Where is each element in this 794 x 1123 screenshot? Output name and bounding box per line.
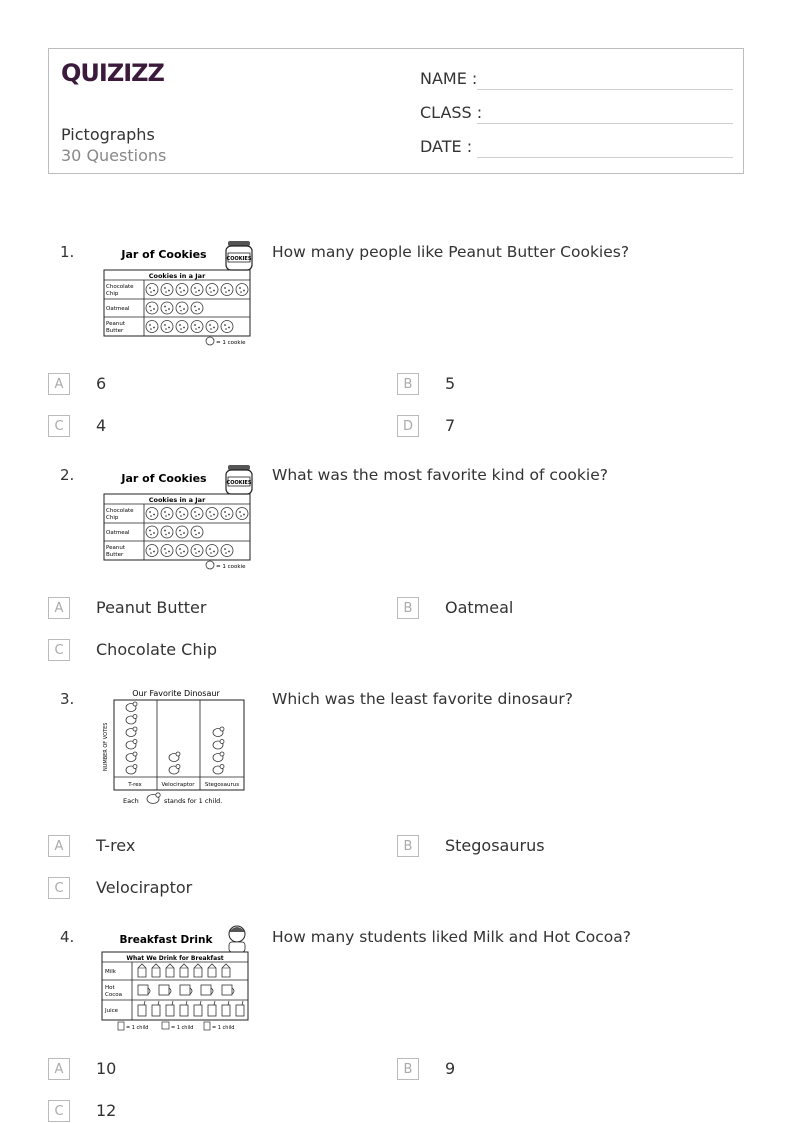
- cookie-pictograph: [96, 462, 256, 576]
- cookie-icon: [161, 284, 173, 296]
- option-c-text[interactable]: 12: [96, 1101, 117, 1120]
- option-c-box[interactable]: C: [48, 415, 70, 437]
- option-b-box[interactable]: B: [397, 1058, 419, 1080]
- question-count: 30 Questions: [61, 146, 167, 165]
- row-label: Juice: [105, 1008, 119, 1014]
- juice-box-icon: [194, 1001, 202, 1016]
- dinosaur-icon: [213, 727, 224, 737]
- question-number: 1.: [60, 243, 75, 261]
- option-a-text[interactable]: 10: [96, 1059, 117, 1078]
- option-c-box[interactable]: C: [48, 1100, 70, 1122]
- option-c-box[interactable]: C: [48, 639, 70, 661]
- dinosaur-icon: [126, 727, 137, 737]
- row-label: Milk: [105, 969, 116, 975]
- pictograph-title: Breakfast Drink: [119, 934, 213, 946]
- breakfast-pictograph-svg: [96, 922, 256, 1034]
- row-label: Chocolate: [106, 284, 134, 290]
- row-label: Butter: [106, 328, 124, 334]
- key-text: stands for 1 child.: [164, 797, 223, 805]
- option-b-text[interactable]: 9: [445, 1059, 456, 1078]
- question-text: How many students liked Milk and Hot Cocoa?: [272, 928, 632, 946]
- pictograph-title: Jar of Cookies: [121, 472, 207, 485]
- cookie-icon: [191, 284, 203, 296]
- option-c-box[interactable]: C: [48, 877, 70, 899]
- quizizz-logo: QUIZIZZ: [61, 59, 164, 87]
- juice-box-icon: [152, 1001, 160, 1016]
- option-d-text[interactable]: 7: [445, 416, 456, 435]
- class-label: CLASS :: [420, 103, 483, 122]
- y-axis-label: NUMBER OF VOTES: [103, 722, 109, 771]
- cookie-icon: [146, 302, 158, 314]
- key-text: = 1 cookie: [216, 564, 246, 570]
- pictograph-title: Jar of Cookies: [121, 248, 207, 261]
- juice-box-icon: [222, 1001, 230, 1016]
- key-text: = 1 cookie: [216, 340, 246, 346]
- milk-carton-icon: [208, 964, 216, 977]
- juice-box-icon: [208, 1001, 216, 1016]
- cookie-icon: [146, 321, 158, 333]
- dinosaur-pictograph-svg: [96, 685, 248, 810]
- cookie-pictograph-svg: [96, 462, 256, 572]
- row-label: Chip: [106, 291, 119, 297]
- cocoa-mug-icon: [138, 985, 150, 995]
- cookie-pictograph-svg: [96, 238, 256, 348]
- name-line[interactable]: [477, 89, 733, 90]
- cookie-icon: [176, 284, 188, 296]
- row-label: Butter: [106, 552, 124, 558]
- kid-mascot-icon: [229, 926, 245, 952]
- juice-box-icon: [166, 1001, 174, 1016]
- option-c-text[interactable]: Velociraptor: [96, 878, 193, 897]
- row-label: Oatmeal: [106, 306, 130, 312]
- key-text: Each: [123, 797, 139, 805]
- dinosaur-icon: [169, 752, 180, 762]
- cookie-icon: [161, 321, 173, 333]
- key-text: = 1 child: [126, 1025, 149, 1031]
- row-label: Chocolate: [106, 508, 134, 514]
- option-a-box[interactable]: A: [48, 373, 70, 395]
- key-text: = 1 child: [212, 1025, 235, 1031]
- cookie-icon: [176, 302, 188, 314]
- question-number: 3.: [60, 690, 75, 708]
- option-a-box[interactable]: A: [48, 835, 70, 857]
- cookie-icon: [161, 545, 173, 557]
- dinosaur-icon: [213, 765, 224, 775]
- question-number: 2.: [60, 466, 75, 484]
- option-a-box[interactable]: A: [48, 597, 70, 619]
- question-number: 4.: [60, 928, 75, 946]
- option-b-text[interactable]: Stegosaurus: [445, 836, 545, 855]
- question-text: How many people like Peanut Butter Cookies?: [272, 243, 630, 261]
- cookie-icon: [236, 508, 248, 520]
- date-label: DATE :: [420, 137, 473, 156]
- cookie-jar-icon: [226, 241, 252, 270]
- dinosaur-pictograph: [96, 685, 248, 814]
- dinosaur-icon: [213, 752, 224, 762]
- cookie-key-icon: [206, 337, 214, 345]
- cocoa-mug-icon: [180, 985, 192, 995]
- dinosaur-icon: [126, 702, 137, 712]
- dinosaur-icon: [126, 765, 137, 775]
- cocoa-mug-icon: [201, 985, 213, 995]
- cookie-icon: [191, 526, 203, 538]
- worksheet-header: [48, 48, 744, 174]
- cookie-icon: [176, 508, 188, 520]
- jar-label: COOKIES: [226, 256, 252, 262]
- row-label: Cocoa: [105, 992, 122, 998]
- option-b-box[interactable]: B: [397, 597, 419, 619]
- date-line[interactable]: [477, 157, 733, 158]
- juice-box-icon: [138, 1001, 146, 1016]
- dinosaur-key-icon: [147, 793, 160, 804]
- cookie-icon: [146, 508, 158, 520]
- jar-label: COOKIES: [226, 480, 252, 486]
- name-label: NAME :: [420, 69, 478, 88]
- option-b-box[interactable]: B: [397, 835, 419, 857]
- column-label: Stegosaurus: [204, 782, 240, 788]
- pictograph-subtitle: Cookies in a Jar: [148, 272, 206, 280]
- cookie-icon: [176, 526, 188, 538]
- milk-carton-icon: [194, 964, 202, 977]
- cookie-icon: [221, 284, 233, 296]
- dinosaur-icon: [126, 715, 137, 725]
- option-a-text[interactable]: Peanut Butter: [96, 598, 207, 617]
- milk-key-icon: [118, 1022, 124, 1030]
- cookie-icon: [206, 321, 218, 333]
- cookie-pictograph: [96, 238, 256, 352]
- milk-carton-icon: [138, 964, 146, 977]
- milk-carton-icon: [152, 964, 160, 977]
- question-text: Which was the least favorite dinosaur?: [272, 690, 573, 708]
- dinosaur-icon: [213, 740, 224, 750]
- cookie-icon: [191, 321, 203, 333]
- question-text: What was the most favorite kind of cookie?: [272, 466, 608, 484]
- juice-key-icon: [204, 1022, 210, 1030]
- cookie-icon: [236, 284, 248, 296]
- worksheet-title: Pictographs: [61, 125, 155, 144]
- cocoa-mug-icon: [222, 985, 234, 995]
- option-d-box[interactable]: D: [397, 415, 419, 437]
- cookie-icon: [206, 508, 218, 520]
- cookie-icon: [161, 508, 173, 520]
- cookie-icon: [221, 508, 233, 520]
- breakfast-pictograph: [96, 922, 256, 1038]
- milk-carton-icon: [180, 964, 188, 977]
- milk-carton-icon: [166, 964, 174, 977]
- cookie-icon: [161, 526, 173, 538]
- column-label: Velociraptor: [161, 782, 195, 788]
- pictograph-subtitle: What We Drink for Breakfast: [126, 955, 224, 962]
- dinosaur-icon: [169, 765, 180, 775]
- cookie-icon: [146, 545, 158, 557]
- milk-carton-icon: [222, 964, 230, 977]
- option-b-box[interactable]: B: [397, 373, 419, 395]
- dinosaur-icon: [126, 752, 137, 762]
- cookie-icon: [221, 545, 233, 557]
- cookie-icon: [191, 508, 203, 520]
- row-label: Hot: [105, 985, 115, 991]
- cookie-jar-icon: [226, 465, 252, 494]
- option-a-text[interactable]: T-rex: [96, 836, 136, 855]
- cookie-icon: [176, 545, 188, 557]
- cookie-icon: [146, 526, 158, 538]
- cookie-key-icon: [206, 561, 214, 569]
- cookie-icon: [191, 302, 203, 314]
- cookie-icon: [161, 302, 173, 314]
- column-label: T-rex: [128, 782, 142, 788]
- cookie-icon: [146, 284, 158, 296]
- cookie-icon: [221, 321, 233, 333]
- pictograph-title: Our Favorite Dinosaur: [132, 689, 220, 698]
- cookie-icon: [206, 545, 218, 557]
- cookie-icon: [191, 545, 203, 557]
- juice-box-icon: [180, 1001, 188, 1016]
- row-label: Peanut: [106, 545, 126, 551]
- cookie-icon: [176, 321, 188, 333]
- option-c-text[interactable]: Chocolate Chip: [96, 640, 218, 659]
- option-b-text[interactable]: Oatmeal: [445, 598, 514, 617]
- cocoa-mug-icon: [159, 985, 171, 995]
- row-label: Chip: [106, 515, 119, 521]
- key-text: = 1 child: [171, 1025, 194, 1031]
- cocoa-key-icon: [162, 1022, 169, 1029]
- pictograph-subtitle: Cookies in a Jar: [148, 496, 206, 504]
- cookie-icon: [206, 284, 218, 296]
- option-a-box[interactable]: A: [48, 1058, 70, 1080]
- row-label: Peanut: [106, 321, 126, 327]
- dinosaur-icon: [126, 740, 137, 750]
- juice-box-icon: [236, 1001, 244, 1016]
- row-label: Oatmeal: [106, 530, 130, 536]
- option-b-text[interactable]: 5: [445, 374, 456, 393]
- class-line[interactable]: [477, 123, 733, 124]
- option-a-text[interactable]: 6: [96, 374, 107, 393]
- option-c-text[interactable]: 4: [96, 416, 107, 435]
